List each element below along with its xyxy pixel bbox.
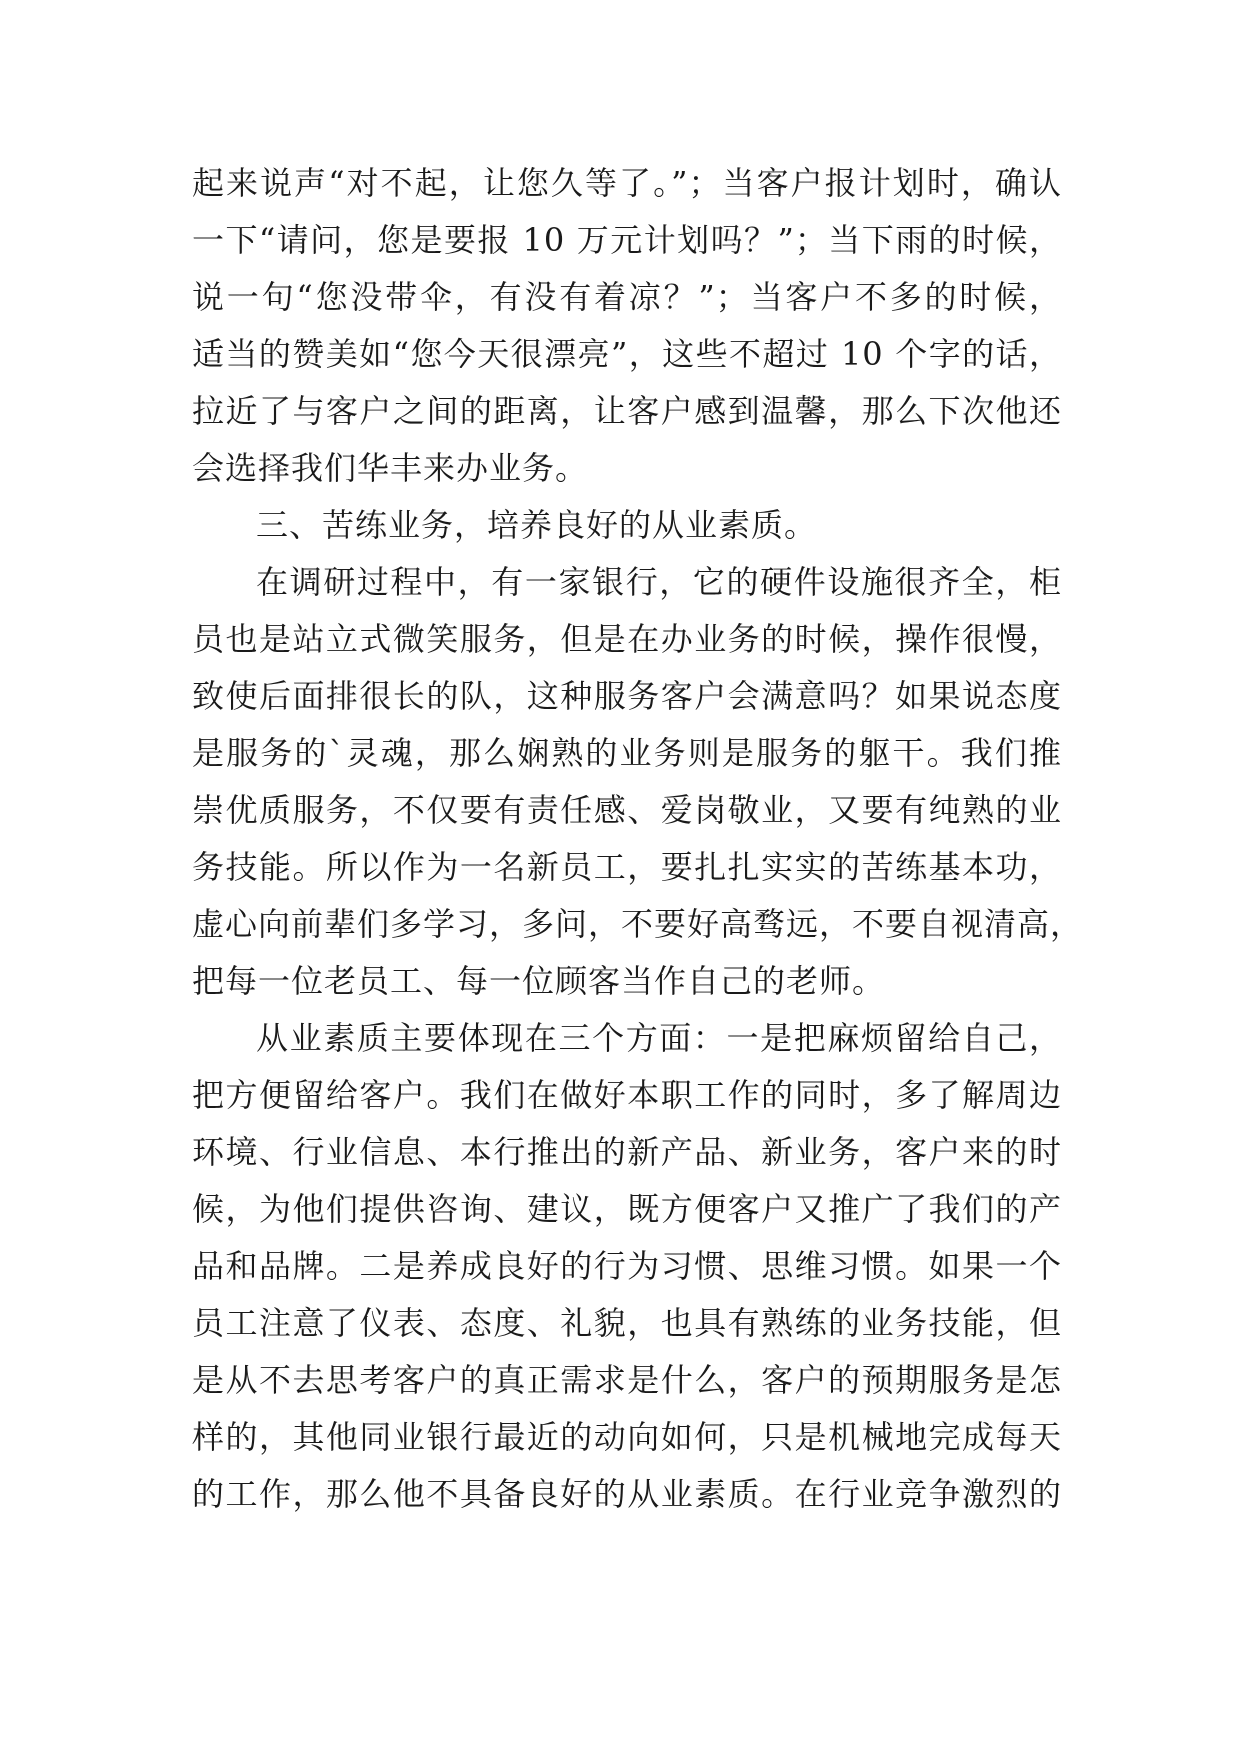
text-line: 适当的赞美如“您今天很漂亮”，这些不超过 10 个字的话， bbox=[192, 335, 1062, 373]
text-line: 起来说声“对不起，让您久等了。”；当客户报计划时，确认 bbox=[192, 164, 1062, 202]
section-heading: 三、苦练业务，培养良好的从业素质。 bbox=[256, 506, 818, 544]
text-line: 从业素质主要体现在三个方面：一是把麻烦留给自己， bbox=[256, 1019, 1062, 1057]
text-line: 品和品牌。二是养成良好的行为习惯、思维习惯。如果一个 bbox=[192, 1247, 1062, 1285]
text-line: 员也是站立式微笑服务，但是在办业务的时候，操作很慢， bbox=[192, 620, 1062, 658]
text-line: 候，为他们提供咨询、建议，既方便客户又推广了我们的产 bbox=[192, 1190, 1062, 1228]
text-line: 虚心向前辈们多学习，多问，不要好高骛远，不要自视清高， bbox=[192, 905, 1084, 943]
text-line: 会选择我们华丰来办业务。 bbox=[192, 449, 589, 487]
text-line: 崇优质服务，不仅要有责任感、爱岗敬业，又要有纯熟的业 bbox=[192, 791, 1062, 829]
text-line: 说一句“您没带伞，有没有着凉？”；当客户不多的时候， bbox=[192, 278, 1062, 316]
text-line: 是从不去思考客户的真正需求是什么，客户的预期服务是怎 bbox=[192, 1361, 1062, 1399]
text-line: 拉近了与客户之间的距离，让客户感到温馨，那么下次他还 bbox=[192, 392, 1062, 430]
text-line: 务技能。所以作为一名新员工，要扎扎实实的苦练基本功， bbox=[192, 848, 1062, 886]
text-line: 员工注意了仪表、态度、礼貌，也具有熟练的业务技能，但 bbox=[192, 1304, 1062, 1342]
text-line: 的工作，那么他不具备良好的从业素质。在行业竞争激烈的 bbox=[192, 1475, 1062, 1513]
text-line: 样的，其他同业银行最近的动向如何，只是机械地完成每天 bbox=[192, 1418, 1062, 1456]
text-line: 是服务的`灵魂，那么娴熟的业务则是服务的躯干。我们推 bbox=[192, 734, 1062, 772]
text-line: 把方便留给客户。我们在做好本职工作的同时，多了解周边 bbox=[192, 1076, 1062, 1114]
text-line: 把每一位老员工、每一位顾客当作自己的老师。 bbox=[192, 962, 886, 1000]
document-body bbox=[192, 155, 1084, 1523]
text-line: 一下“请问，您是要报 10 万元计划吗？”；当下雨的时候， bbox=[192, 221, 1062, 259]
text-line: 致使后面排很长的队，这种服务客户会满意吗？如果说态度 bbox=[192, 677, 1062, 715]
text-line: 在调研过程中，有一家银行，它的硬件设施很齐全，柜 bbox=[256, 563, 1062, 601]
text-line: 环境、行业信息、本行推出的新产品、新业务，客户来的时 bbox=[192, 1133, 1062, 1171]
